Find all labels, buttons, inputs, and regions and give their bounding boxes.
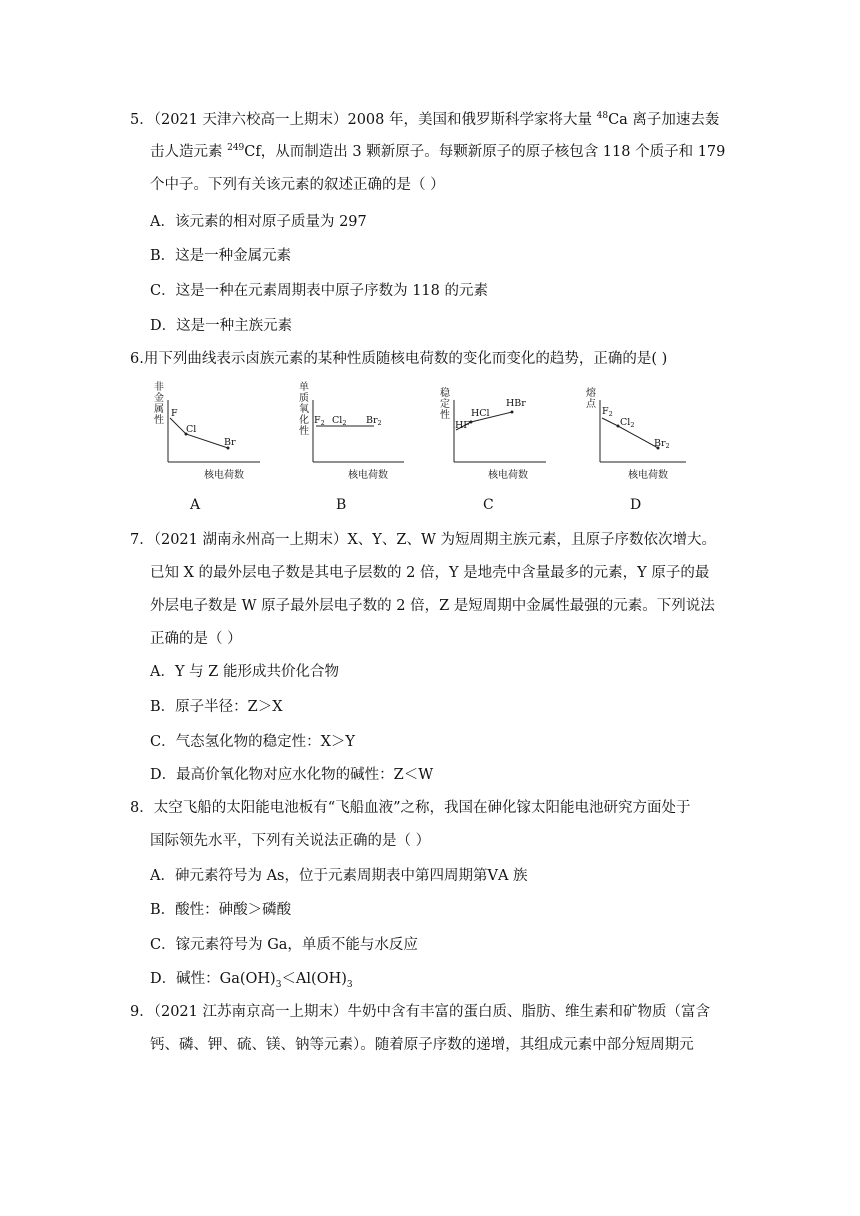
svg-text:HCl: HCl	[471, 408, 490, 419]
q9-line-1: 9．（2021 江苏南京高一上期末）牛奶中含有丰富的蛋白质、脂肪、维生素和矿物质（富含	[130, 1004, 710, 1020]
graph-c-option-label: C	[483, 497, 494, 513]
svg-text:非: 非	[154, 382, 164, 393]
svg-text:性: 性	[154, 415, 164, 426]
q5-line-2: 击人造元素 $^{249}$Cf，从而制造出 3 颗新原子。每颗新原子的原子核包含 118 个质子和 179	[150, 143, 726, 160]
q8-line-1: 8．太空飞船的太阳能电池板有“飞船血液”之称，我国在砷化镓太阳能电池研究方面处于	[130, 800, 691, 816]
q7-line-4: 正确的是（ ）	[150, 631, 242, 647]
svg-text:F2: $F_2$	[602, 406, 613, 418]
q7-option-c: C．气态氢化物的稳定性：X＞Y	[150, 734, 355, 750]
svg-text:Cl2: $Cl_2$	[620, 417, 635, 429]
svg-text:Br2: $Br_2$	[654, 438, 670, 450]
svg-text:单: 单	[299, 382, 309, 393]
q5-option-b: B．这是一种金属元素	[150, 248, 292, 264]
svg-text:核电荷数: 核电荷数	[348, 470, 388, 481]
graph-d	[584, 382, 724, 486]
svg-text:核电荷数: 核电荷数	[204, 470, 244, 481]
svg-text:金: 金	[154, 393, 164, 404]
graph-c	[438, 382, 578, 486]
q5-option-a: A．该元素的相对原子质量为 297	[150, 214, 367, 230]
q8-option-b: B．酸性：砷酸＞磷酸	[150, 902, 292, 918]
q7-option-d: D．最高价氧化物对应水化物的碱性：Z＜W	[150, 767, 434, 783]
q8-option-d: D．碱性：$Ga(OH)_3<Al(OH)_3$	[150, 971, 353, 990]
q7-option-a: A．Y 与 Z 能形成共价化合物	[150, 664, 339, 680]
q8-option-a: A．砷元素符号为 As，位于元素周期表中第四周期第ⅤA 族	[150, 868, 528, 884]
graph-d-option-label: D	[630, 497, 642, 513]
svg-text:性: 性	[440, 410, 450, 421]
svg-text:氧: 氧	[299, 404, 309, 415]
svg-text:F: F	[171, 408, 178, 419]
svg-text:定: 定	[440, 399, 450, 410]
svg-text:F2: $F_2$	[314, 415, 325, 427]
svg-text:Br2: $Br_2$	[366, 415, 382, 427]
q7-line-1: 7．（2021 湖南永州高一上期末）X、Y、Z、W 为短周期主族元素，且原子序数依次增大。	[130, 532, 716, 548]
svg-text:化: 化	[299, 415, 309, 426]
svg-text:核电荷数: 核电荷数	[628, 470, 668, 481]
svg-text:性: 性	[299, 426, 309, 437]
svg-text:点: 点	[586, 399, 596, 410]
svg-text:质: 质	[299, 393, 309, 404]
q7-line-3: 外层电子数是 W 原子最外层电子数的 2 倍，Z 是短周期中金属性最强的元素。下列说法	[150, 598, 715, 614]
svg-text:HF: HF	[455, 420, 470, 431]
svg-text:稳: 稳	[440, 388, 450, 399]
graph-b	[296, 382, 436, 486]
q5-option-d: D．这是一种主族元素	[150, 318, 293, 334]
svg-text:Cl: Cl	[186, 424, 197, 435]
svg-text:属: 属	[154, 404, 164, 415]
q5-line-1: 5．（2021 天津六校高一上期末）2008 年，美国和俄罗斯科学家将大量 $^{48}$Ca 离子加速去轰	[130, 111, 720, 128]
graph-a-option-label: A	[190, 497, 201, 513]
q8-option-c: C．镓元素符号为 Ga，单质不能与水反应	[150, 937, 418, 953]
graph-b-option-label: B	[336, 497, 347, 513]
q5-option-c: C．这是一种在元素周期表中原子序数为 118 的元素	[150, 283, 488, 299]
svg-text:Cl2: $Cl_2$	[332, 415, 347, 427]
q7-line-2: 已知 X 的最外层电子数是其电子层数的 2 倍，Y 是地壳中含量最多的元素，Y 原子的最	[150, 565, 710, 581]
graph-a	[150, 382, 290, 486]
q9-line-2: 钙、磷、钾、硫、镁、钠等元素）。随着原子序数的递增，其组成元素中部分短周期元	[150, 1037, 694, 1053]
q5-line-3: 个中子。下列有关该元素的叙述正确的是（ ）	[150, 177, 445, 193]
svg-text:HBr: HBr	[506, 398, 526, 409]
svg-text:Br: Br	[224, 437, 236, 448]
svg-text:核电荷数: 核电荷数	[488, 470, 528, 481]
q7-option-b: B．原子半径：Z＞X	[150, 699, 283, 715]
svg-text:熔: 熔	[586, 388, 596, 399]
q8-line-2: 国际领先水平，下列有关说法正确的是（ ）	[150, 833, 431, 849]
q6-stem: 6.用下列曲线表示卤族元素的某种性质随核电荷数的变化而变化的趋势，正确的是( )	[130, 351, 668, 367]
